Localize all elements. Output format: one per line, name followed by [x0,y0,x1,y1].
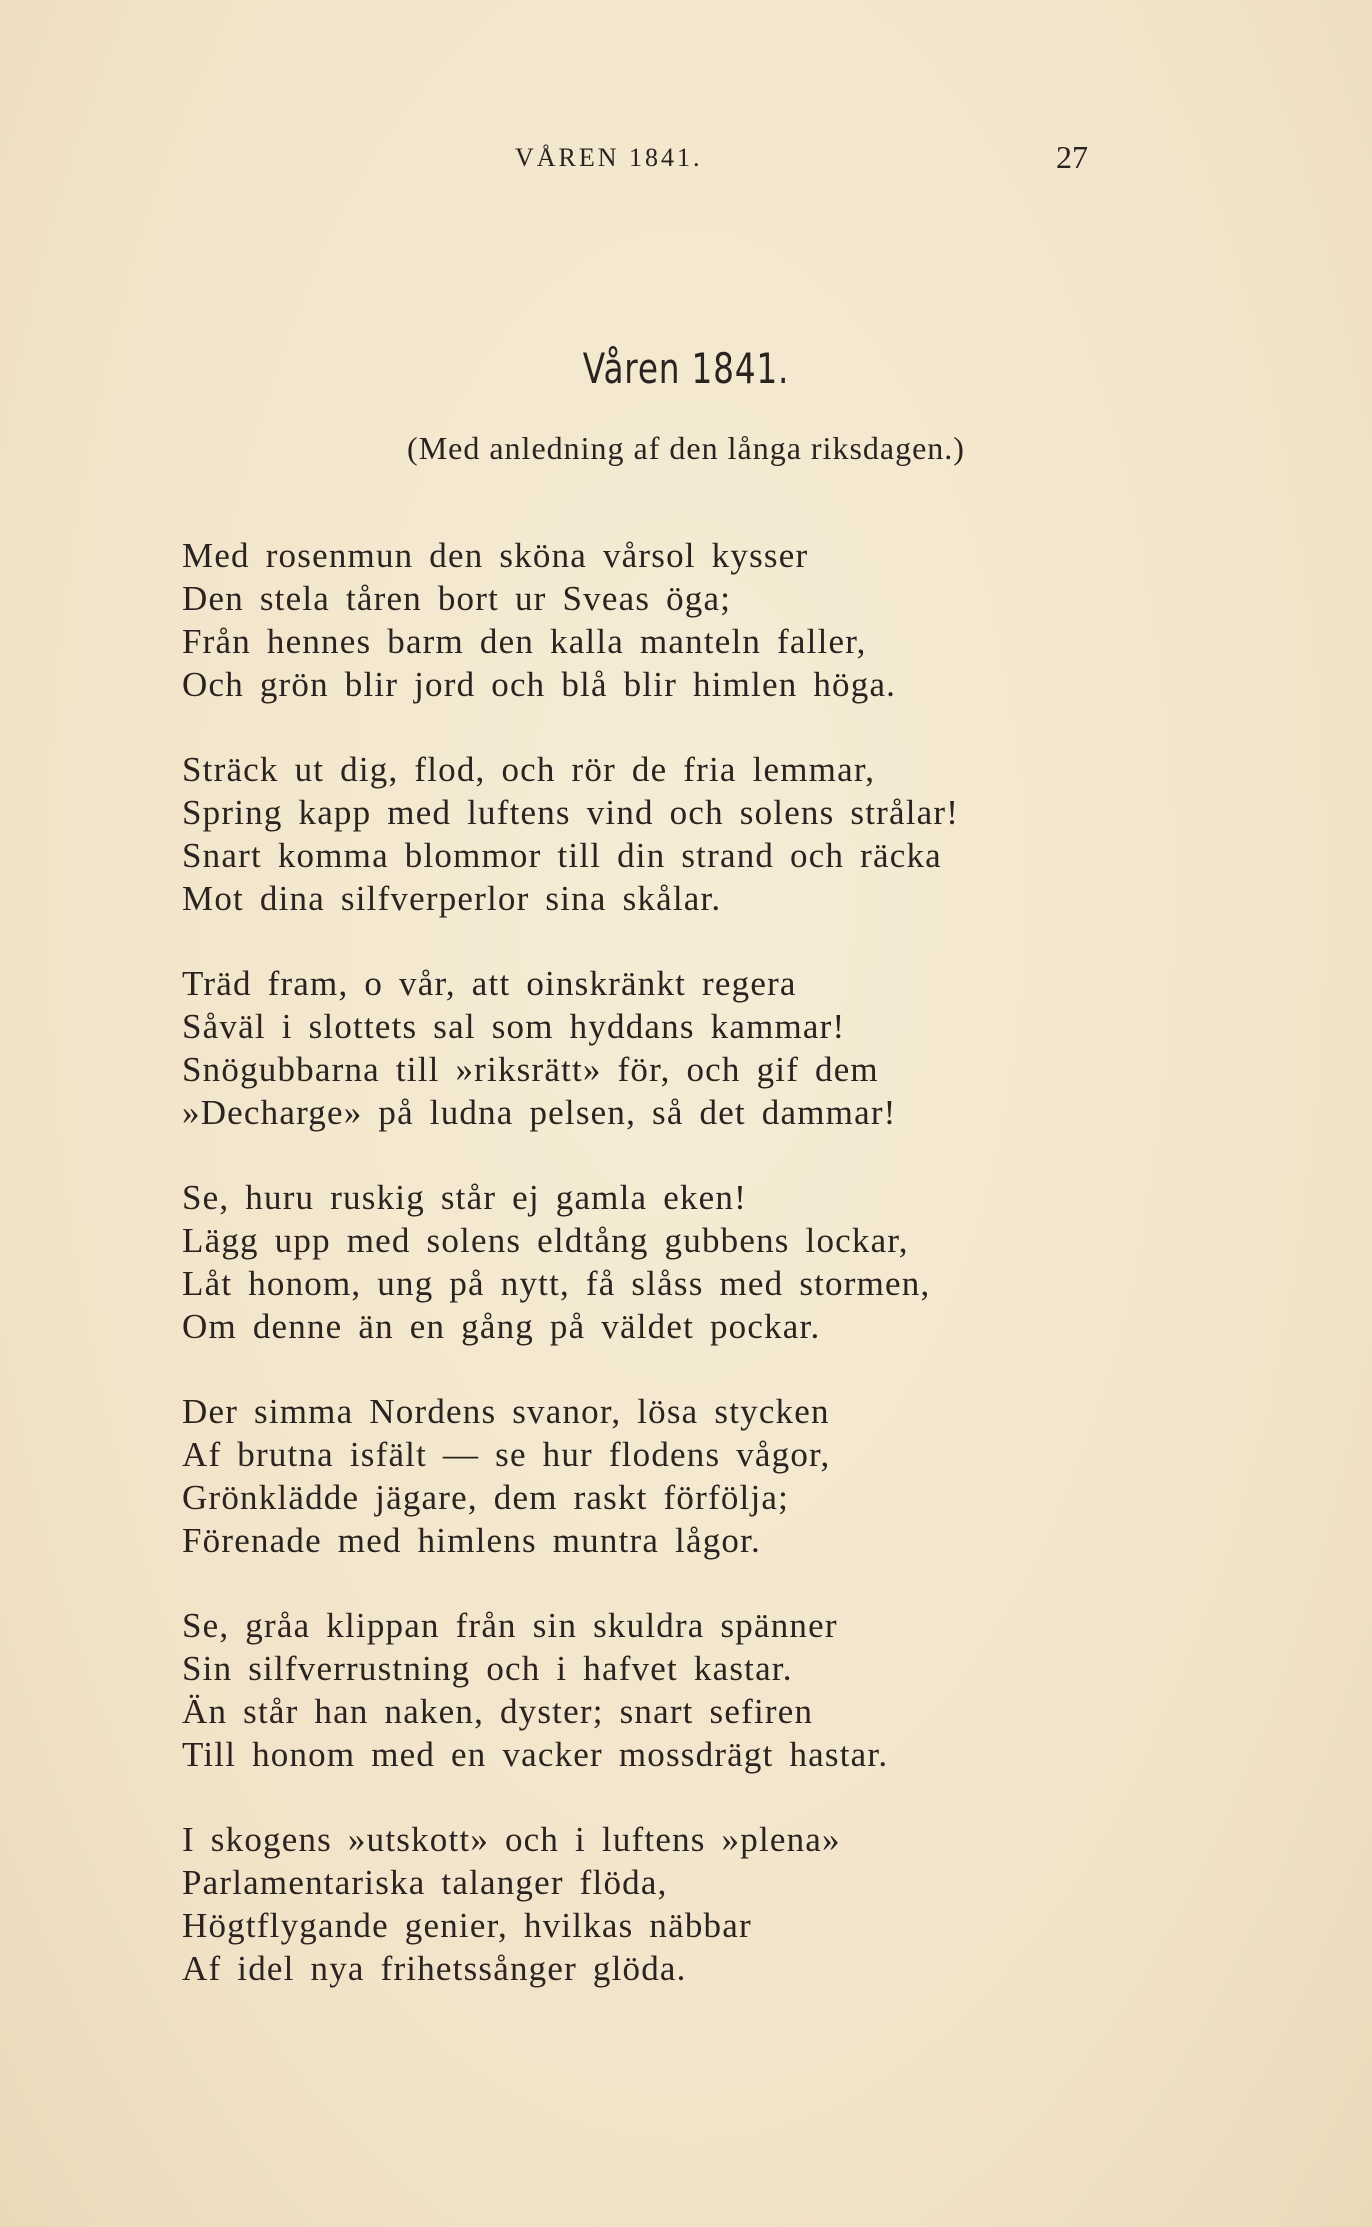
poem-line: Snögubbarna till »riksrätt» för, och gif dem [182,1050,879,1089]
poem-line: Högtflygande genier, hvilkas näbbar [182,1906,752,1945]
poem-line: Från hennes barm den kalla manteln faller, [182,622,867,661]
poem-line: Låt honom, ung på nytt, få slåss med stormen, [182,1264,931,1303]
poem-line: Den stela tåren bort ur Sveas öga; [182,579,732,618]
poem-title: Våren 1841. [582,344,790,393]
poem-line: Lägg upp med solens eldtång gubbens lockar, [182,1221,909,1260]
poem-line: Der simma Nordens svanor, lösa stycken [182,1392,830,1431]
poem-line: Och grön blir jord och blå blir himlen höga. [182,665,897,704]
poem-line: Förenade med himlens muntra lågor. [182,1521,761,1560]
poem-line: I skogens »utskott» och i luftens »plena» [182,1820,841,1859]
stanza [182,534,1222,706]
poem-line: »Decharge» på ludna pelsen, så det dammar! [182,1093,897,1132]
stanza [182,748,1222,920]
stanza [182,962,1222,1134]
poem-line: Se, huru ruskig står ej gamla eken! [182,1178,747,1217]
poem-line: Träd fram, o vår, att oinskränkt regera [182,964,797,1003]
poem-line: Med rosenmun den sköna vårsol kysser [182,536,809,575]
poem-line: Af idel nya frihetssånger glöda. [182,1949,687,1988]
stanza [182,1604,1222,1776]
poem-body [182,534,1222,2032]
stanza [182,1176,1222,1348]
poem-line: Spring kapp med luftens vind och solens strålar! [182,793,960,832]
poem-line: Sin silfverrustning och i hafvet kastar. [182,1649,793,1688]
poem-line: Om denne än en gång på väldet pockar. [182,1307,821,1346]
stanza [182,1390,1222,1562]
stanza [182,1818,1222,1990]
poem-line: Se, gråa klippan från sin skuldra spänner [182,1606,838,1645]
poem-subtitle: (Med anledning af den långa riksdagen.) [407,430,965,466]
page-number: 27 [1056,139,1088,175]
poem-line: Mot dina silfverperlor sina skålar. [182,879,722,918]
poem-line: Än står han naken, dyster; snart sefiren [182,1692,814,1731]
poem-line: Till honom med en vacker mossdrägt hastar. [182,1735,889,1774]
running-head [0,139,1372,183]
poem-line: Såväl i slottets sal som hyddans kammar! [182,1007,846,1046]
poem-line: Grönklädde jägare, dem raskt förfölja; [182,1478,790,1517]
poem-line: Snart komma blommor till din strand och räcka [182,836,942,875]
poem-line: Af brutna isfält — se hur flodens vågor, [182,1435,831,1474]
poem-line: Parlamentariska talanger flöda, [182,1863,668,1902]
running-title: VÅREN 1841. [515,143,703,172]
poem-line: Sträck ut dig, flod, och rör de fria lemmar, [182,750,876,789]
